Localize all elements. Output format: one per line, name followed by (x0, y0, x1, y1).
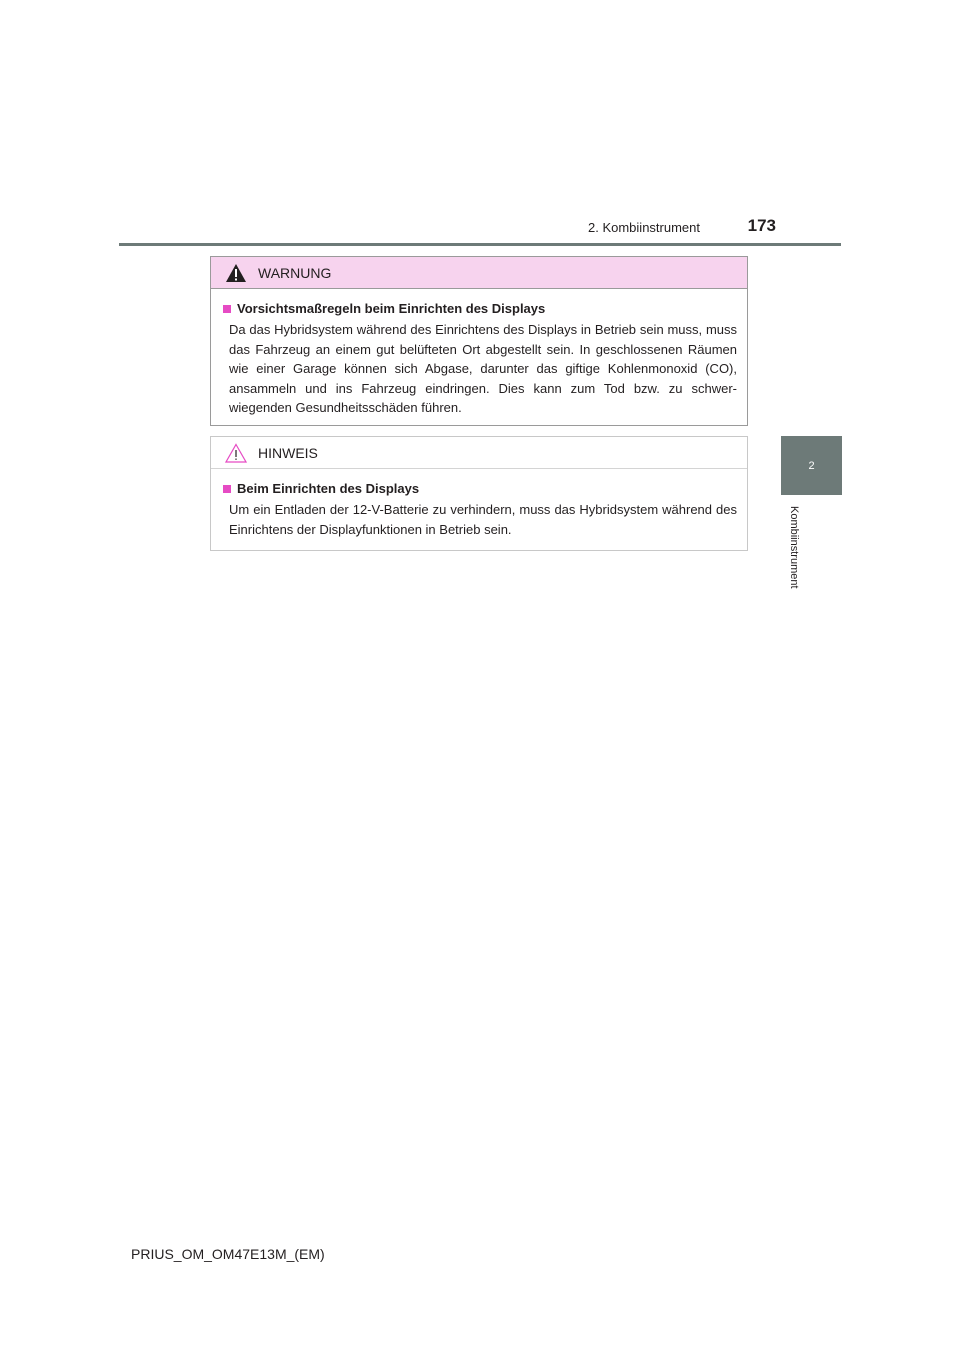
header-rule (119, 243, 841, 246)
notice-item-text: Um ein Entladen der 12-V-Batterie zu verhindern, muss das Hybridsystem während des Einrichtens der Displayfunktionen in Betrieb sein. (229, 502, 737, 537)
notice-title: HINWEIS (258, 444, 318, 461)
bullet-square-icon (223, 305, 231, 313)
bullet-square-icon (223, 485, 231, 493)
warning-box-body (211, 289, 747, 428)
footer-document-code: PRIUS_OM_OM47E13M_(EM) (131, 1246, 325, 1262)
caution-outline-triangle-icon (225, 443, 247, 463)
page-number: 173 (747, 216, 776, 235)
notice-box-body (211, 469, 747, 549)
chapter-label: Kombiinstrument (788, 506, 800, 589)
warning-item-title (223, 301, 737, 316)
warning-triangle-icon (225, 263, 247, 283)
header-section-title: 2. Kombiinstrument (588, 220, 700, 235)
notice-box-header (211, 437, 747, 469)
warning-item-text: Da das Hybridsystem während des Einrichtens des Displays in Betrieb sein muss, muss das Fahrzeug an einem gut belüfteten Ort abgestellt sein. In geschlossenen Räumen wie einer Garage können sich Abgase, darunter das giftige Kohlenmonoxid (CO), ansammeln und ins Fahrzeug eindringen. Dies kann zum Tod bzw. zu schwer-wiegenden Gesundheitsschäden führen. (229, 322, 737, 415)
warning-title: WARNUNG (258, 264, 332, 281)
warning-box (210, 256, 748, 426)
warning-box-header (211, 257, 747, 289)
notice-item-title (223, 481, 737, 496)
warning-item-title-text: Vorsichtsmaßregeln beim Einrichten des Displays (237, 301, 546, 316)
chapter-number: 2 (808, 459, 815, 472)
notice-box (210, 436, 748, 551)
chapter-tab (781, 436, 842, 495)
notice-item-title-text: Beim Einrichten des Displays (237, 481, 420, 496)
